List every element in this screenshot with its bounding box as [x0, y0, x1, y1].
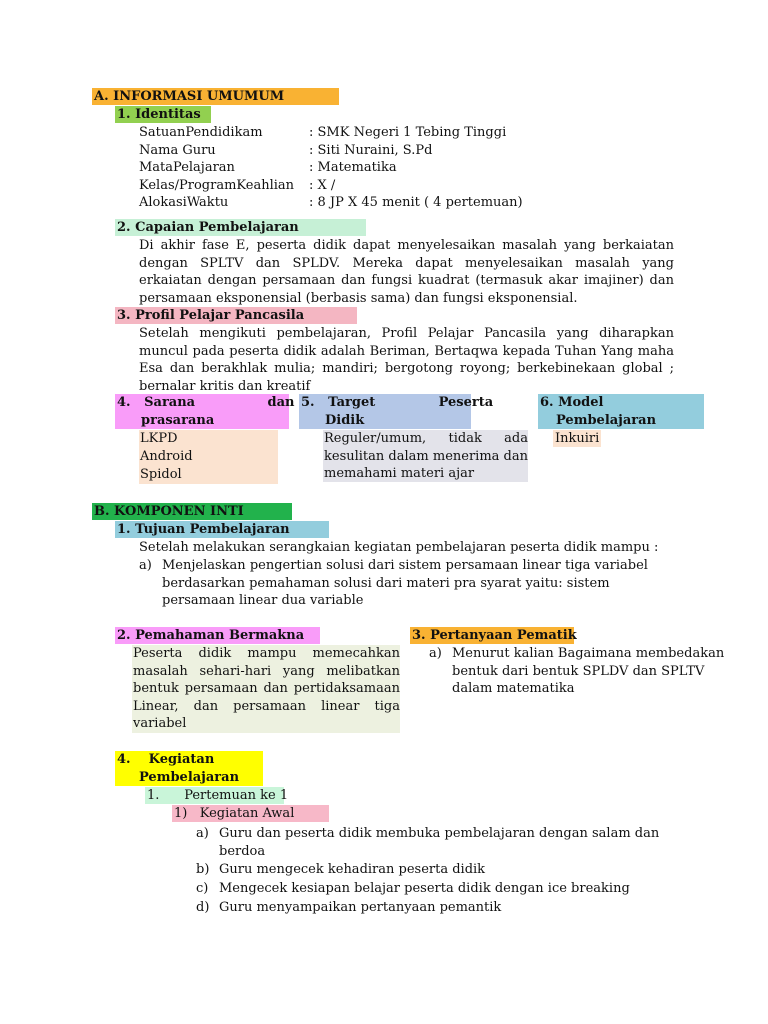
pemahaman-heading: 2. Pemahaman Bermakna — [115, 627, 320, 644]
identitas-value: : Siti Nuraini, S.Pd — [309, 142, 433, 158]
tujuan-item-text: Menjelaskan pengertian solusi dari sistem persamaan linear tiga variabel berdasarkan pemahaman solusi dari materi pra syarat yaitu: sistem persamaan linear dua variable — [162, 558, 648, 608]
identitas-label: Nama Guru — [139, 142, 216, 158]
pertanyaan-heading: 3. Pertanyaan Pematik — [412, 628, 577, 643]
pertanyaan-item-marker: a) — [429, 646, 442, 661]
target-heading — [299, 394, 494, 429]
sarana-item: Android — [140, 449, 193, 464]
section-b-title: B. KOMPONEN INTI — [92, 503, 292, 520]
target-text: Reguler/umum, tidak ada kesulitan dalam menerima dan memahami materi ajar — [324, 431, 528, 481]
identitas-label: Kelas/ProgramKeahlian — [139, 177, 295, 193]
kegiatan-item-text: Guru dan peserta didik membuka pembelajaran dengan salam dan berdoa — [219, 826, 660, 859]
sarana-list — [139, 430, 278, 484]
pemahaman-text: Peserta didik mampu memecahkan masalah sehari-hari yang melibatkan bentuk persamaan dan pertidaksamaan Linear, dan persamaan linear tiga variabel — [133, 646, 400, 731]
kegiatan-item-marker: c) — [196, 881, 209, 896]
kegiatan-item-text: Guru menyampaikan pertanyaan pemantik — [219, 900, 502, 915]
identitas-value: : 8 JP X 45 menit ( 4 pertemuan) — [309, 195, 523, 210]
kegiatan-item-marker: a) — [196, 826, 209, 841]
section-a-title: A. INFORMASI UMUMUM — [92, 88, 339, 105]
profil-heading: 3. Profil Pelajar Pancasila — [115, 307, 357, 324]
capaian-heading: 2. Capaian Pembelajaran — [115, 219, 366, 236]
tujuan-heading: 1. Tujuan Pembelajaran — [115, 521, 329, 538]
sarana-heading — [115, 394, 295, 429]
sarana-heading-line2: prasarana — [141, 412, 215, 428]
sarana-item: Spidol — [140, 467, 182, 482]
identitas-row — [139, 142, 559, 160]
kegiatan-heading — [115, 751, 263, 786]
identitas-row — [139, 159, 559, 177]
identitas-row — [139, 177, 559, 195]
model-value: Inkuiri — [555, 431, 600, 446]
tujuan-intro: Setelah melakukan serangkaian kegiatan pembelajaran peserta didik mampu : — [139, 540, 659, 555]
model-heading-line1: 6. Model — [540, 395, 604, 410]
capaian-text: Di akhir fase E, peserta didik dapat menyelesaikan masalah yang berkaiatan dengan SPLTV dan SPLDV. Mereka dapat menyelesaikan masalah yang erkaiatan dengan persamaan dan fungsi kuadrat (termasuk akar imajiner) dan persamaan eksponensial (berbasis sama) dan fungsi eksponensial. — [139, 238, 674, 306]
identitas-label: SatuanPendidikam — [139, 125, 263, 140]
identitas-label: MataPelajaran — [139, 160, 235, 175]
identitas-table — [139, 124, 559, 212]
identitas-label: AlokasiWaktu — [139, 195, 229, 210]
identitas-heading: 1. Identitas — [115, 106, 211, 123]
pertanyaan-item-text: Menurut kalian Bagaimana membedakan bentuk dari bentuk SPLDV dan SPLTV dalam matematika — [452, 646, 725, 696]
target-heading-line2: Didik — [325, 412, 365, 428]
identitas-row — [139, 124, 559, 142]
model-heading — [538, 394, 704, 429]
kegiatan-heading-line2: Pembelajaran — [139, 769, 240, 785]
kegiatan-item-marker: b) — [196, 862, 210, 877]
identitas-value: : SMK Negeri 1 Tebing Tinggi — [309, 125, 507, 140]
kegiatan-awal-heading: 1) Kegiatan Awal — [172, 805, 329, 822]
target-heading-line1: 5. Target Peserta — [301, 395, 494, 410]
kegiatan-item-text: Mengecek kesiapan belajar peserta didik dengan ice breaking — [219, 881, 630, 896]
profil-text: Setelah mengikuti pembelajaran, Profil Pelajar Pancasila yang diharapkan muncul pada peserta didik adalah Beriman, Bertaqwa kepada Tuhan Yang maha Esa dan berakhlak mulia; mandiri; bergotong royong; berkebinekaan global ; bernalar kritis dan kreatif — [139, 326, 674, 394]
identitas-value: : X / — [309, 177, 336, 193]
identitas-row — [139, 194, 559, 212]
pertemuan-heading: 1. Pertemuan ke 1 — [147, 788, 289, 803]
kegiatan-heading-line1: 4. Kegiatan — [117, 752, 215, 767]
tujuan-item-marker: a) — [139, 558, 152, 573]
identitas-value: : Matematika — [309, 160, 397, 175]
model-heading-line2: Pembelajaran — [556, 412, 657, 428]
kegiatan-item-marker: d) — [196, 900, 210, 915]
sarana-heading-line1: 4. Sarana dan — [117, 395, 295, 410]
sarana-item: LKPD — [140, 431, 178, 446]
kegiatan-item-text: Guru mengecek kehadiran peserta didik — [219, 862, 486, 877]
